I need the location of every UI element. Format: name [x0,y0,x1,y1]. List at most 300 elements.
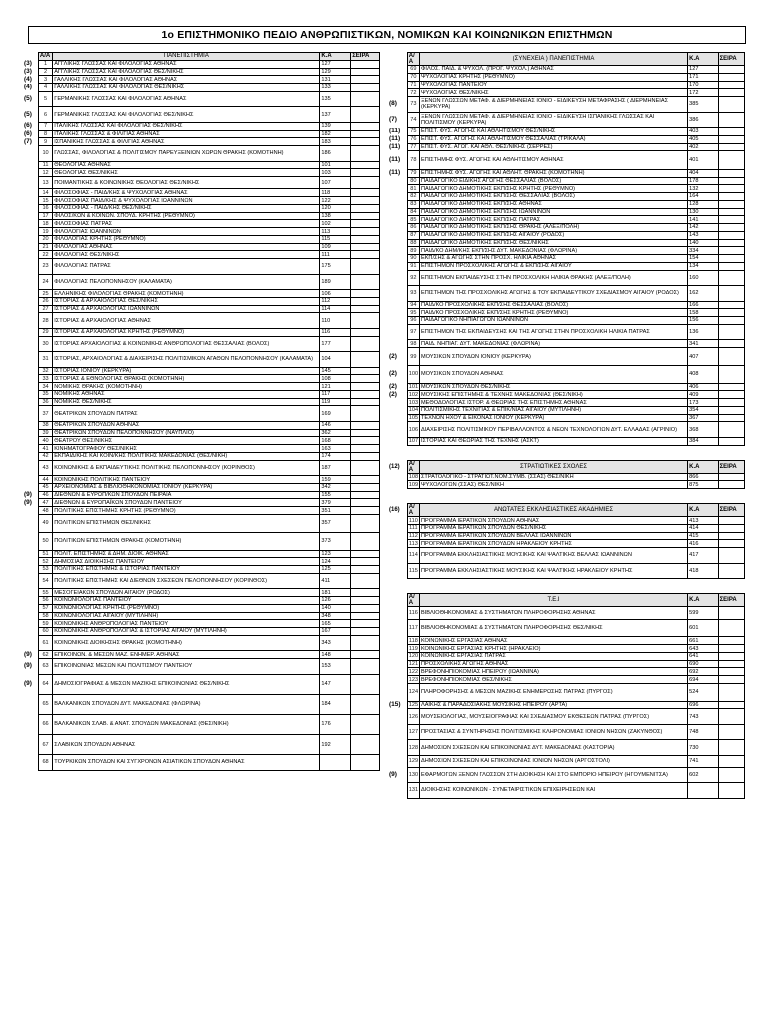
order-note [389,607,407,619]
table-row [389,177,745,185]
order-note [389,185,407,193]
department-code: 411 [320,573,351,589]
order-note [24,635,38,651]
row-number: 75 [407,128,419,136]
department-name: ΦΙΛΟΛΟΓΙΑΣ ΙΩΑΝΝΙΝΩΝ [53,228,320,236]
seira-cell [351,60,380,68]
row-number: 31 [38,352,52,368]
row-number: 66 [38,714,52,734]
row-number: 44 [38,476,52,484]
department-name: ΨΥΧΟΛΟΓΙΑΣ ΚΡΗΤΗΣ (ΡΕΘΥΜΝΟ) [419,73,687,81]
row-number: 106 [407,422,419,438]
department-name: ΕΦΑΡΜΟΓΩΝ ΞΕΝΩΝ ΓΛΩΣΣΩΝ ΣΤΗ ΔΙΟΙΚΗΣΗ ΚΑΙ ΣΤΟ ΕΜΠΟΡΙΟ ΗΠΕΙΡΟΥ (ΗΓΟΥΜΕΝΙΤΣΑ) [419,767,687,783]
seira-cell [718,481,744,489]
department-code: 690 [688,660,718,668]
order-note [389,683,407,701]
department-name: ΠΡΟΓΡΑΜΜΑ ΙΕΡΑΤΙΚΩΝ ΣΠΟΥΔΩΝ ΑΘΗΝΑΣ [419,517,687,525]
department-name: ΓΕΡΜΑΝΙΚΗΣ ΓΛΩΣΣΑΣ ΚΑΙ ΦΙΛΟΛΟΓΙΑΣ ΑΘΗΝΑΣ [53,91,320,107]
header-title: (ΣΥΝΕΧΕΙΑ ) ΠΑΝΕΠΙΣΤΗΜΙΑ [419,53,687,66]
department-name: ΠΑΙΔΑΓΩΓΙΚΟ ΕΙΔΙΚΗΣ ΑΓΩΓΗΣ ΘΕΣΣΑΛΙΑΣ (ΒΟΛΟΣ) [419,177,687,185]
row-number: 126 [407,709,419,725]
department-code: 109 [320,243,351,251]
seira-cell [351,734,380,754]
department-code: 159 [320,476,351,484]
header-seira: ΣΕΙΡΑ [351,53,380,61]
seira-cell [718,399,744,407]
department-name: ΙΣΤΟΡΙΑΣ, ΑΡΧΑΙΟΛΟΓΙΑΣ & ΔΙΑΧΕΙΡΙΣΗΣ ΠΟΛΙΤΙΣΜΙΚΩΝ ΑΓΑΘΩΝ ΠΕΛΟΠΟΝΝΗΣΟΥ (ΚΑΛΑΜΑΤΑ) [53,352,320,368]
seira-cell [351,259,380,275]
department-name: ΘΕΑΤΡΟΥ ΘΕΣ/ΝΙΚΗΣ [53,437,320,445]
department-name: ΠΑΙΔΑΓΩΓΙΚΟ ΔΗΜΟΤΙΚΗΣ ΕΚΠ/ΣΗΣ ΘΕΣ/ΝΙΚΗΣ [419,239,687,247]
order-note [389,548,407,564]
row-number: 104 [408,407,419,414]
department-name: ΔΙΕΘΝΩΝ & ΕΥΡΩΠ/ΚΩΝ ΣΠΟΥΔΩΝ ΠΕΙΡΑΙΑ [53,491,320,499]
header-seira: ΣΕΙΡΑ [718,504,744,517]
row-number: 65 [38,694,52,714]
department-name: ΠΑΙΔΑΓΩΓΙΚΟ ΔΗΜΟΤΙΚΗΣ ΕΚΠ/ΣΗΣ ΙΩΑΝΝΙΝΩΝ [419,208,687,216]
seira-cell [718,224,744,232]
order-note [24,189,38,197]
department-code: 134 [688,262,718,270]
seira-cell [718,652,744,660]
order-note [24,445,38,453]
seira-cell [718,177,744,185]
order-note [389,309,407,317]
department-name: ΕΠΙΚΟΙΝΩΝΙΑΣ ΜΕΣΩΝ ΚΑΙ ΠΟΛΙΤΙΣΜΟΥ ΠΑΝΤΕΙΟΥ [53,659,320,675]
seira-cell [351,204,380,212]
order-note: (9) [389,770,397,778]
table-row [389,309,745,317]
seira-cell [718,193,744,201]
row-number: 129 [407,755,419,767]
row-number: 107 [408,438,419,445]
order-note [389,255,407,263]
table-row [24,91,380,107]
department-name: ΘΕΑΤΡΙΚΩΝ ΣΠΟΥΔΩΝ ΠΕΛΟΠΟΝΝΗΣΟΥ (ΝΑΥΠΛΙΟ) [53,429,320,437]
row-number: 61 [38,635,52,651]
department-name: ΛΑΪΚΗΣ & ΠΑΡΑΔΟΣΙΑΚΗΣ ΜΟΥΣΙΚΗΣ ΗΠΕΙΡΟΥ (ΑΡΤΑ) [419,701,687,709]
seira-cell [718,724,744,740]
department-name: ΠΑΙΔΑΓΩΓΙΚΟ ΔΗΜΟΤΙΚΗΣ ΕΚΠ/ΣΗΣ ΑΙΓΑΙΟΥ (ΡΟΔΟΣ) [419,231,687,239]
department-name: ΦΙΛΟΛΟΓΙΑΣ ΠΕΛΟΠΟΝΝΗΣΟΥ (ΚΑΛΑΜΑΤΑ) [53,274,320,290]
table-row [24,460,380,476]
department-name: ΘΕΟΛΟΓΙΑΣ ΑΘΗΝΑΣ [53,161,320,169]
row-number: 130 [407,767,419,783]
department-code: 166 [688,301,718,309]
order-note [389,652,407,660]
department-name: ΦΙΛΟΛΟΓΙΑΣ ΚΡΗΤΗΣ (ΡΕΘΥΜΝΟ) [53,235,320,243]
row-number: 102 [408,391,419,398]
department-code: 641 [688,652,718,660]
seira-cell [718,524,744,532]
table-row [389,473,745,481]
table-row [389,668,745,676]
table-row [24,597,380,605]
table-row [389,755,745,767]
row-number: 119 [408,645,418,652]
row-number: 82 [407,193,419,201]
table-row [24,612,380,620]
department-code: 354 [688,406,718,414]
order-note [389,239,407,247]
order-note [389,524,407,532]
department-name: ΕΠΙΣΤΗΜΗΣ ΦΥΣ. ΑΓΩΓΗΣ ΚΑΙ ΑΘΛΗΤ. ΘΡΑΚΗΣ (ΚΟΜΟΤΗΝΗ) [419,169,687,177]
row-number: 101 [408,384,419,391]
row-number: 30 [38,336,52,352]
seira-cell [718,309,744,317]
department-code: 181 [320,589,351,597]
row-number: 99 [407,348,419,366]
order-note [24,197,38,205]
table-row [24,507,380,515]
row-number: 41 [38,445,52,453]
row-number: 9 [38,138,52,146]
department-code: 165 [320,620,351,628]
row-number: 60 [38,628,52,636]
row-number: 70 [407,73,419,81]
order-note [24,220,38,228]
department-code: 140 [688,239,718,247]
order-note: (9) [24,498,32,506]
department-name: ΔΙΑΧΕΙΡΙΣΗΣ ΠΟΛΙΤΙΣΜΙΚΟΥ ΠΕΡΙΒΑΛΛΟΝΤΟΣ & ΝΕΩΝ ΤΕΧΝΟΛΟΓΙΩΝ ΔΥΤ. ΕΛΛΑΔΑΣ (ΑΓΡΙΝΙΟ) [419,422,687,438]
seira-cell [718,701,744,709]
table-row [389,324,745,340]
department-name: ΠΟΛΙΤ. ΕΠΙΣΤΗΜΗΣ & ΔΗΜ. ΔΙΟΙΚ. ΑΘΗΝΑΣ [53,550,320,558]
department-name: ΒΙΒΛΙΟΘΗΚΟΝΟΜΙΑΣ & ΣΥΣΤΗΜΑΤΩΝ ΠΛΗΡΟΦΟΡΗΣΗΣ ΘΕΣ/ΝΙΚΗΣ [419,619,687,637]
seira-cell [718,143,744,151]
department-name: ΠΡΟΓΡΑΜΜΑ ΙΕΡΑΤΙΚΩΝ ΣΠΟΥΔΩΝ ΒΕΛΛΑΣ ΙΩΑΝΝΙΝΩΝ [419,532,687,540]
department-code: 127 [688,66,718,74]
seira-cell [351,313,380,329]
order-note [389,645,407,653]
department-name: ΦΙΛΟΣΟΦΙΑΣ ΠΑΤΡΑΣ [53,220,320,228]
department-name: ΨΥΧΟΛΟΓΩΝ (ΣΣΑΣ) ΘΕΣ/ΝΙΚΗ [419,481,687,489]
department-name: ΤΕΧΝΩΝ ΗΧΟΥ & ΕΙΚΟΝΑΣ ΙΟΝΙΟΥ (ΚΕΡΚΥΡΑ) [419,414,687,422]
department-name: ΑΓΓΛΙΚΗΣ ΓΛΩΣΣΑΣ ΚΑΙ ΦΙΛΟΛΟΓΙΑΣ ΑΘΗΝΑΣ [53,60,320,68]
department-code: 127 [320,60,351,68]
seira-cell [351,550,380,558]
order-note [389,406,407,414]
row-number: 117 [407,619,419,637]
row-number: 33 [38,375,52,383]
table-row [24,573,380,589]
row-number: 13 [38,177,52,189]
military-schools-header-row [389,460,745,473]
department-name: ΠΡΟΓΡΑΜΜΑ ΕΚΚΛΗΣΙΑΣΤΙΚΗΣ ΜΟΥΣΙΚΗΣ ΚΑΙ ΨΑΛΤΙΚΗΣ ΗΡΑΚΛΕΙΟΥ ΚΡΗΤΗΣ [419,563,687,579]
seira-cell [351,91,380,107]
row-number: 54 [38,573,52,589]
department-name: ΙΤΑΛΙΚΗΣ ΓΛΩΣΣΑΣ & ΦΙΛ/ΓΙΑΣ ΑΘΗΝΑΣ [53,130,320,138]
department-name: ΕΠΙΣΤΗΜΗΣ ΦΥΣ. ΑΓΩΓΗΣ ΚΑΙ ΑΘΛΗΤΙΣΜΟΥ ΑΘΗΝΑΣ [419,151,687,170]
department-name: ΠΡΟΣΧΟΛΙΚΗΣ ΑΓΩΓΗΣ ΑΘΗΝΑΣ [419,660,687,668]
department-code: 730 [688,740,718,756]
seira-cell [718,767,744,783]
row-number: 68 [38,755,52,771]
section-spacer [389,445,745,460]
seira-cell [718,437,744,445]
department-code: 743 [688,709,718,725]
order-note [389,594,407,607]
table-row [389,783,745,799]
header-ka: Κ.Α [688,53,718,66]
department-code: 189 [320,274,351,290]
department-name: ΠΑΙΔΑΓΩΓΙΚΟ ΔΗΜΟΤΙΚΗΣ ΕΚΠ/ΣΗΣ ΘΕΣΣΑΛΙΑΣ (ΒΟΛΟΣ) [419,193,687,201]
department-code: 601 [688,619,718,637]
seira-cell [351,499,380,507]
row-number: 108 [408,474,419,481]
department-code: 154 [688,255,718,263]
seira-cell [351,138,380,146]
table-row [389,97,745,113]
table-row [389,301,745,309]
department-name: ΕΠΙΣΤ. ΦΥΣ. ΑΓΩΓ. ΚΑΙ ΑΘΛ. ΘΕΣ/ΝΙΚΗΣ (ΣΕΡΡΕΣ) [419,143,687,151]
order-note: (3) [24,60,32,68]
department-code: 192 [320,734,351,754]
table-row [24,375,380,383]
department-name: ΔΗΜΟΣΙΟΓΡΑΦΙΑΣ & ΜΕΣΩΝ ΜΑΖΙΚΗΣ ΕΠΙΚΟΙΝΩΝΙΑΣ ΘΕΣ/ΝΙΚΗΣ [53,674,320,694]
seira-cell [351,532,380,550]
department-name: ΒΡΕΦΟΝΗΠΙΟΚΟΜΙΑΣ ΘΕΣ/ΝΙΚΗΣ [419,676,687,684]
table-row [24,290,380,298]
department-name: ΕΠΙΣΤΗΜΩΝ ΠΡΟΣΧΟΛΙΚΗΣ ΑΓΩΓΗΣ & ΕΚΠ/ΣΗΣ ΑΙΓΑΙΟΥ [419,262,687,270]
seira-cell [718,668,744,676]
seira-cell [351,107,380,123]
table-row [389,89,745,97]
right-column [389,52,745,799]
table-row [389,619,745,637]
department-code: 182 [320,130,351,138]
row-number: 63 [38,659,52,675]
table-row [389,247,745,255]
department-code: 409 [688,391,718,399]
table-row [389,406,745,414]
order-note [389,637,407,645]
table-row [24,550,380,558]
seira-cell [351,507,380,515]
order-note [389,73,407,81]
department-name: ΚΟΙΝΩΝΙΚΗΣ ΑΝΘΡΩΠΟΛΟΓΙΑΣ & ΙΣΤΟΡΙΑΣ ΑΙΓΑΙΟΥ (ΜΥΤΙΛΗΝΗ) [53,628,320,636]
department-name: ΠΑΙΔΑΓΩΓΙΚΟ ΔΗΜΟΤΙΚΗΣ ΕΚΠ/ΣΗΣ ΑΘΗΝΑΣ [419,200,687,208]
order-note [24,390,38,398]
department-code: 386 [688,112,718,128]
order-note [389,540,407,548]
department-name: ΠΟΛΙΤΙΚΗΣ ΕΠΙΣΤΗΜΗΣ ΚΡΗΤΗΣ (ΡΕΘΥΜΝΟ) [53,507,320,515]
order-note: (11) [389,135,401,143]
seira-cell [718,73,744,81]
spacer-cell [389,579,745,594]
table-row [389,262,745,270]
department-code: 145 [320,367,351,375]
table-row [24,491,380,499]
department-name: ΜΕΘΟΔΟΛΟΓΙΑΣ ΙΣΤΟΡ. & ΘΕΩΡΙΑΣ ΤΗΣ ΕΠΙΣΤΗΜΗΣ ΑΘΗΝΑΣ [419,399,687,407]
department-code: 101 [320,161,351,169]
department-name: ΙΣΤΟΡΙΑΣ & ΕΘΝΟΛΟΓΙΑΣ ΘΡΑΚΗΣ (ΚΟΜΟΤΗΝΗ) [53,375,320,383]
row-number: 91 [407,262,419,270]
header-aa: Α/Α [407,460,419,473]
row-number: 20 [38,235,52,243]
department-name: ΕΚΠ/ΣΗΣ & ΑΓΩΓΗΣ ΣΤΗΝ ΠΡΟΣΧ. ΗΛΙΚΙΑ ΑΘΗΝΑΣ [419,255,687,263]
seira-cell [351,694,380,714]
row-number: 93 [407,286,419,302]
order-note [389,660,407,668]
department-code: 414 [688,524,718,532]
order-note [24,352,38,368]
department-code: 172 [688,89,718,97]
department-name: ΝΟΜΙΚΗΣ ΘΡΑΚΗΣ (ΚΟΜΟΤΗΝΗ) [53,383,320,391]
department-name: ΓΑΛΛΙΚΗΣ ΓΛΩΣΣΑΣ ΚΑΙ ΦΙΛΟΛΟΓΙΑΣ ΑΘΗΝΑΣ [53,76,320,84]
row-number: 80 [407,177,419,185]
department-code: 156 [688,317,718,325]
seira-cell [351,197,380,205]
row-number: 12 [38,169,52,177]
row-number: 35 [38,390,52,398]
department-code: 177 [320,336,351,352]
department-name: ΚΟΙΝΩΝΙΚΗΣ ΕΡΓΑΣΙΑΣ ΠΑΤΡΑΣ [419,652,687,660]
department-name: ΕΠΙΣΤΗΜΩΝ ΤΗΣ ΠΡΟΣΧΟΛΙΚΗΣ ΑΓΩΓΗΣ & ΤΟΥ ΕΚΠΑΙΔΕΥΤΙΚΟΥ ΣΧΕΔΙΑΣΜΟΥ ΑΙΓΑΙΟΥ (ΡΟΔΟΣ) [419,286,687,302]
table-row [389,701,745,709]
row-number: 18 [38,220,52,228]
spacer-cell [389,489,745,504]
row-number: 131 [407,783,419,799]
department-code: 162 [688,286,718,302]
department-code: 187 [320,460,351,476]
table-row [389,563,745,579]
universities-continued-table [389,52,745,799]
order-note: (12) [389,460,407,473]
header-aa: Α/Α [38,53,52,61]
table-row [389,399,745,407]
table-row [389,112,745,128]
department-name: ΕΠΙΣΤ. ΦΥΣ. ΑΓΩΓΗΣ ΚΑΙ ΑΘΛΗΤΙΣΜΟΥ ΘΕΣΣΑΛΙΑΣ (ΤΡΙΚΑΛΑ) [419,135,687,143]
seira-cell [718,619,744,637]
department-code: 131 [320,76,351,84]
department-name: ΝΟΜΙΚΗΣ ΑΘΗΝΑΣ [53,390,320,398]
department-name: ΕΚΠΑΙΔ/ΚΗΣ ΚΑΙ ΚΟΙΝ/ΚΗΣ ΠΟΛΙΤΙΚΗΣ ΜΑΚΕΔΟΝΙΑΣ (ΘΕΣ/ΝΙΚΗ) [53,452,320,460]
department-code: 115 [320,235,351,243]
order-note [389,755,407,767]
department-name: ΠΑΙΔ/ΚΟ ΠΡΟΣΧΟΛΙΚΗΣ ΕΚΠ/ΣΗΣ ΚΡΗΤΗΣ (ΡΕΘΥΜΝΟ) [419,309,687,317]
seira-cell [718,185,744,193]
table-row [389,231,745,239]
order-note [24,336,38,352]
table-row [389,348,745,366]
row-number: 112 [408,533,418,540]
department-name: ΒΙΒΛΙΟΘΗΚΟΝΟΜΙΑΣ & ΣΥΣΤΗΜΑΤΩΝ ΠΛΗΡΟΦΟΡΗΣΗΣ ΑΘΗΝΑΣ [419,607,687,619]
row-number: 72 [407,89,419,97]
row-number: 8 [38,130,52,138]
department-code: 103 [320,169,351,177]
header-ka: Κ.Α [688,504,718,517]
table-row [24,251,380,259]
order-note [24,398,38,406]
department-name: ΙΣΤΟΡΙΑΣ & ΑΡΧΑΙΟΛΟΓΙΑΣ ΑΘΗΝΑΣ [53,313,320,329]
row-number: 120 [408,653,419,660]
seira-cell [351,76,380,84]
table-row [24,589,380,597]
row-number: 50 [38,532,52,550]
department-code: 122 [320,197,351,205]
department-name: ΠΡΟΓΡΑΜΜΑ ΙΕΡΑΤΙΚΩΝ ΣΠΟΥΔΩΝ ΗΡΑΚΛΕΙΟΥ ΚΡΗΤΗΣ [419,540,687,548]
table-row [389,383,745,391]
row-number: 100 [407,365,419,383]
department-name: ΠΡΟΣΤΑΣΙΑΣ & ΣΥΝΤΗΡΗΣΗΣ ΠΟΛΙΤΙΣΜΙΚΗΣ ΚΛΗΡΟΝΟΜΙΑΣ ΙΟΝΙΩΝ ΝΗΣΩΝ (ΖΑΚΥΝΘΟΣ) [419,724,687,740]
seira-cell [718,89,744,97]
seira-cell [351,491,380,499]
row-number: 38 [38,421,52,429]
row-number: 115 [407,563,419,579]
department-name: ΚΟΙΝΩΝΙΟΛΟΓΙΑΣ ΑΙΓΑΙΟΥ (ΜΥΤΙΛΗΝΗ) [53,612,320,620]
seira-cell [351,437,380,445]
department-code: 139 [320,122,351,130]
order-note [24,235,38,243]
table-row [389,391,745,399]
row-number: 42 [38,452,52,460]
order-note [24,177,38,189]
department-code: 111 [320,251,351,259]
department-code: 183 [320,138,351,146]
order-note [389,286,407,302]
table-row [389,340,745,348]
order-note [24,476,38,484]
department-name: ΠΡΟΓΡΑΜΜΑ ΕΚΚΛΗΣΙΑΣΤΙΚΗΣ ΜΟΥΣΙΚΗΣ ΚΑΙ ΨΑΛΤΙΚΗΣ ΒΕΛΛΑΣ ΙΩΑΝΝΙΝΩΝ [419,548,687,564]
row-number: 46 [38,491,52,499]
order-note: (2) [389,390,397,398]
seira-cell [718,422,744,438]
table-row [389,169,745,177]
order-note [389,317,407,325]
seira-cell [351,251,380,259]
row-number: 86 [407,224,419,232]
department-name: ΑΓΓΛΙΚΗΣ ΓΛΩΣΣΑΣ ΚΑΙ ΦΙΛΟΛΟΓΙΑΣ ΘΕΣ/ΝΙΚΗΣ [53,68,320,76]
order-note [24,734,38,754]
seira-cell [351,220,380,228]
row-number: 55 [38,589,52,597]
table-row [24,604,380,612]
row-number: 95 [407,309,419,317]
department-code: 104 [320,352,351,368]
order-note [389,422,407,438]
seira-cell [351,68,380,76]
table-row [24,532,380,550]
order-note [24,566,38,574]
table-row [389,128,745,136]
order-note: (6) [24,130,32,137]
row-number: 123 [408,676,419,683]
order-note: (7) [389,115,397,123]
department-code: 142 [688,224,718,232]
department-name: ΙΣΠΑΝΙΚΗΣ ΓΛΩΣΣΑΣ & ΦΙΛ/ΓΙΑΣ ΑΘΗΝΑΣ [53,138,320,146]
seira-cell [351,597,380,605]
table-row [389,224,745,232]
table-row [24,259,380,275]
seira-cell [718,548,744,564]
order-note: (15) [389,701,401,709]
department-name: ΕΠΙΣΤ. ΦΥΣ. ΑΓΩΓΗΣ ΚΑΙ ΑΘΛΗΤΙΣΜΟΥ ΘΕΣ/ΝΙΚΗΣ [419,128,687,136]
table-row [389,151,745,170]
seira-cell [351,628,380,636]
row-number: 76 [407,135,419,143]
table-row [24,514,380,532]
seira-cell [351,406,380,422]
row-number: 32 [38,367,52,375]
department-name: ΙΣΤΟΡΙΑΣ & ΑΡΧΑΙΟΛΟΓΙΑΣ ΘΕΣ/ΝΙΚΗΣ [53,297,320,305]
seira-cell [718,540,744,548]
table-row [24,421,380,429]
department-name: ΕΠΙΣΤΗΜΩΝ ΕΚΠΑΙΔΕΥΣΗΣ ΣΤΗΝ ΠΡΟΣΧΟΛΙΚΗ ΗΛΙΚΙΑ ΘΡΑΚΗΣ (ΑΛΕΞ/ΠΟΛΗ) [419,270,687,286]
department-code: 108 [320,375,351,383]
department-name: ΚΟΙΝΩΝΙΚΗΣ ΕΡΓΑΣΙΑΣ ΑΘΗΝΑΣ [419,637,687,645]
department-code: 116 [320,328,351,336]
